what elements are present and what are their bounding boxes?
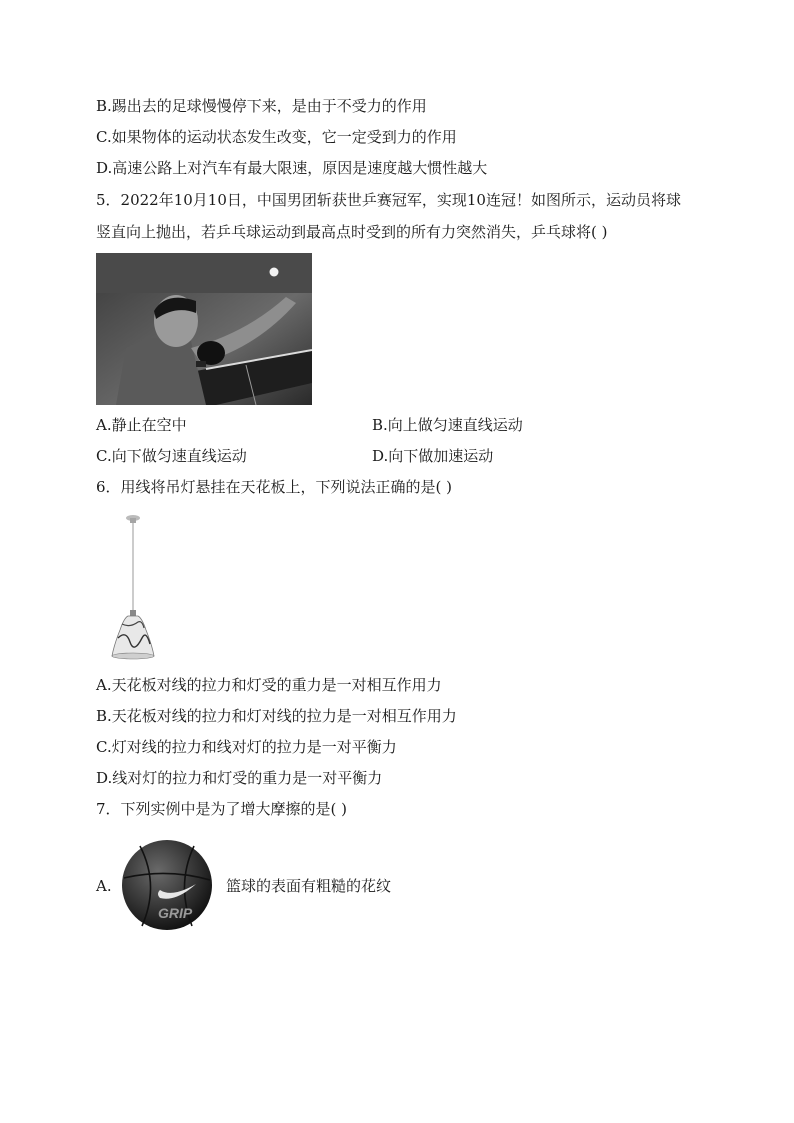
svg-text:GRIP: GRIP xyxy=(158,905,193,921)
q6-option-d: D.线对灯的拉力和灯受的重力是一对平衡力 xyxy=(96,769,383,787)
q5-option-d: D.向下做加速运动 xyxy=(372,447,494,465)
q6-stem: 6．用线将吊灯悬挂在天花板上，下列说法正确的是( ) xyxy=(96,478,453,496)
table-tennis-player-illustration xyxy=(96,253,312,405)
basketball-image xyxy=(120,838,214,932)
pendant-lamp-image xyxy=(108,510,158,662)
q6-option-c: C.灯对线的拉力和线对灯的拉力是一对平衡力 xyxy=(96,738,397,756)
q7-option-a-text: 篮球的表面有粗糙的花纹 xyxy=(226,877,392,895)
q5-option-c: C.向下做匀速直线运动 xyxy=(96,447,247,465)
pendant-lamp-illustration xyxy=(108,510,158,662)
table-tennis-player-photo xyxy=(96,253,312,405)
q5-stem-line-1: 5．2022年10月10日，中国男团斩获世乒赛冠军，实现10连冠！如图所示，运动员将球 xyxy=(96,191,681,209)
q5-stem-line-2: 竖直向上抛出，若乒乓球运动到最高点时受到的所有力突然消失，乒乓球将( ) xyxy=(96,223,608,241)
q4-option-b: B.踢出去的足球慢慢停下来，是由于不受力的作用 xyxy=(96,97,427,115)
q4-option-d: D.高速公路上对汽车有最大限速，原因是速度越大惯性越大 xyxy=(96,159,488,177)
q4-option-c: C.如果物体的运动状态发生改变，它一定受到力的作用 xyxy=(96,128,457,146)
q6-option-a: A.天花板对线的拉力和灯受的重力是一对相互作用力 xyxy=(96,676,442,694)
q5-option-b: B.向上做匀速直线运动 xyxy=(372,416,523,434)
q6-option-b: B.天花板对线的拉力和灯对线的拉力是一对相互作用力 xyxy=(96,707,457,725)
q7-stem: 7．下列实例中是为了增大摩擦的是( ) xyxy=(96,800,348,818)
q7-option-a-label: A. xyxy=(96,877,112,895)
q5-option-a: A.静止在空中 xyxy=(96,416,187,434)
basketball-icon xyxy=(120,838,214,932)
